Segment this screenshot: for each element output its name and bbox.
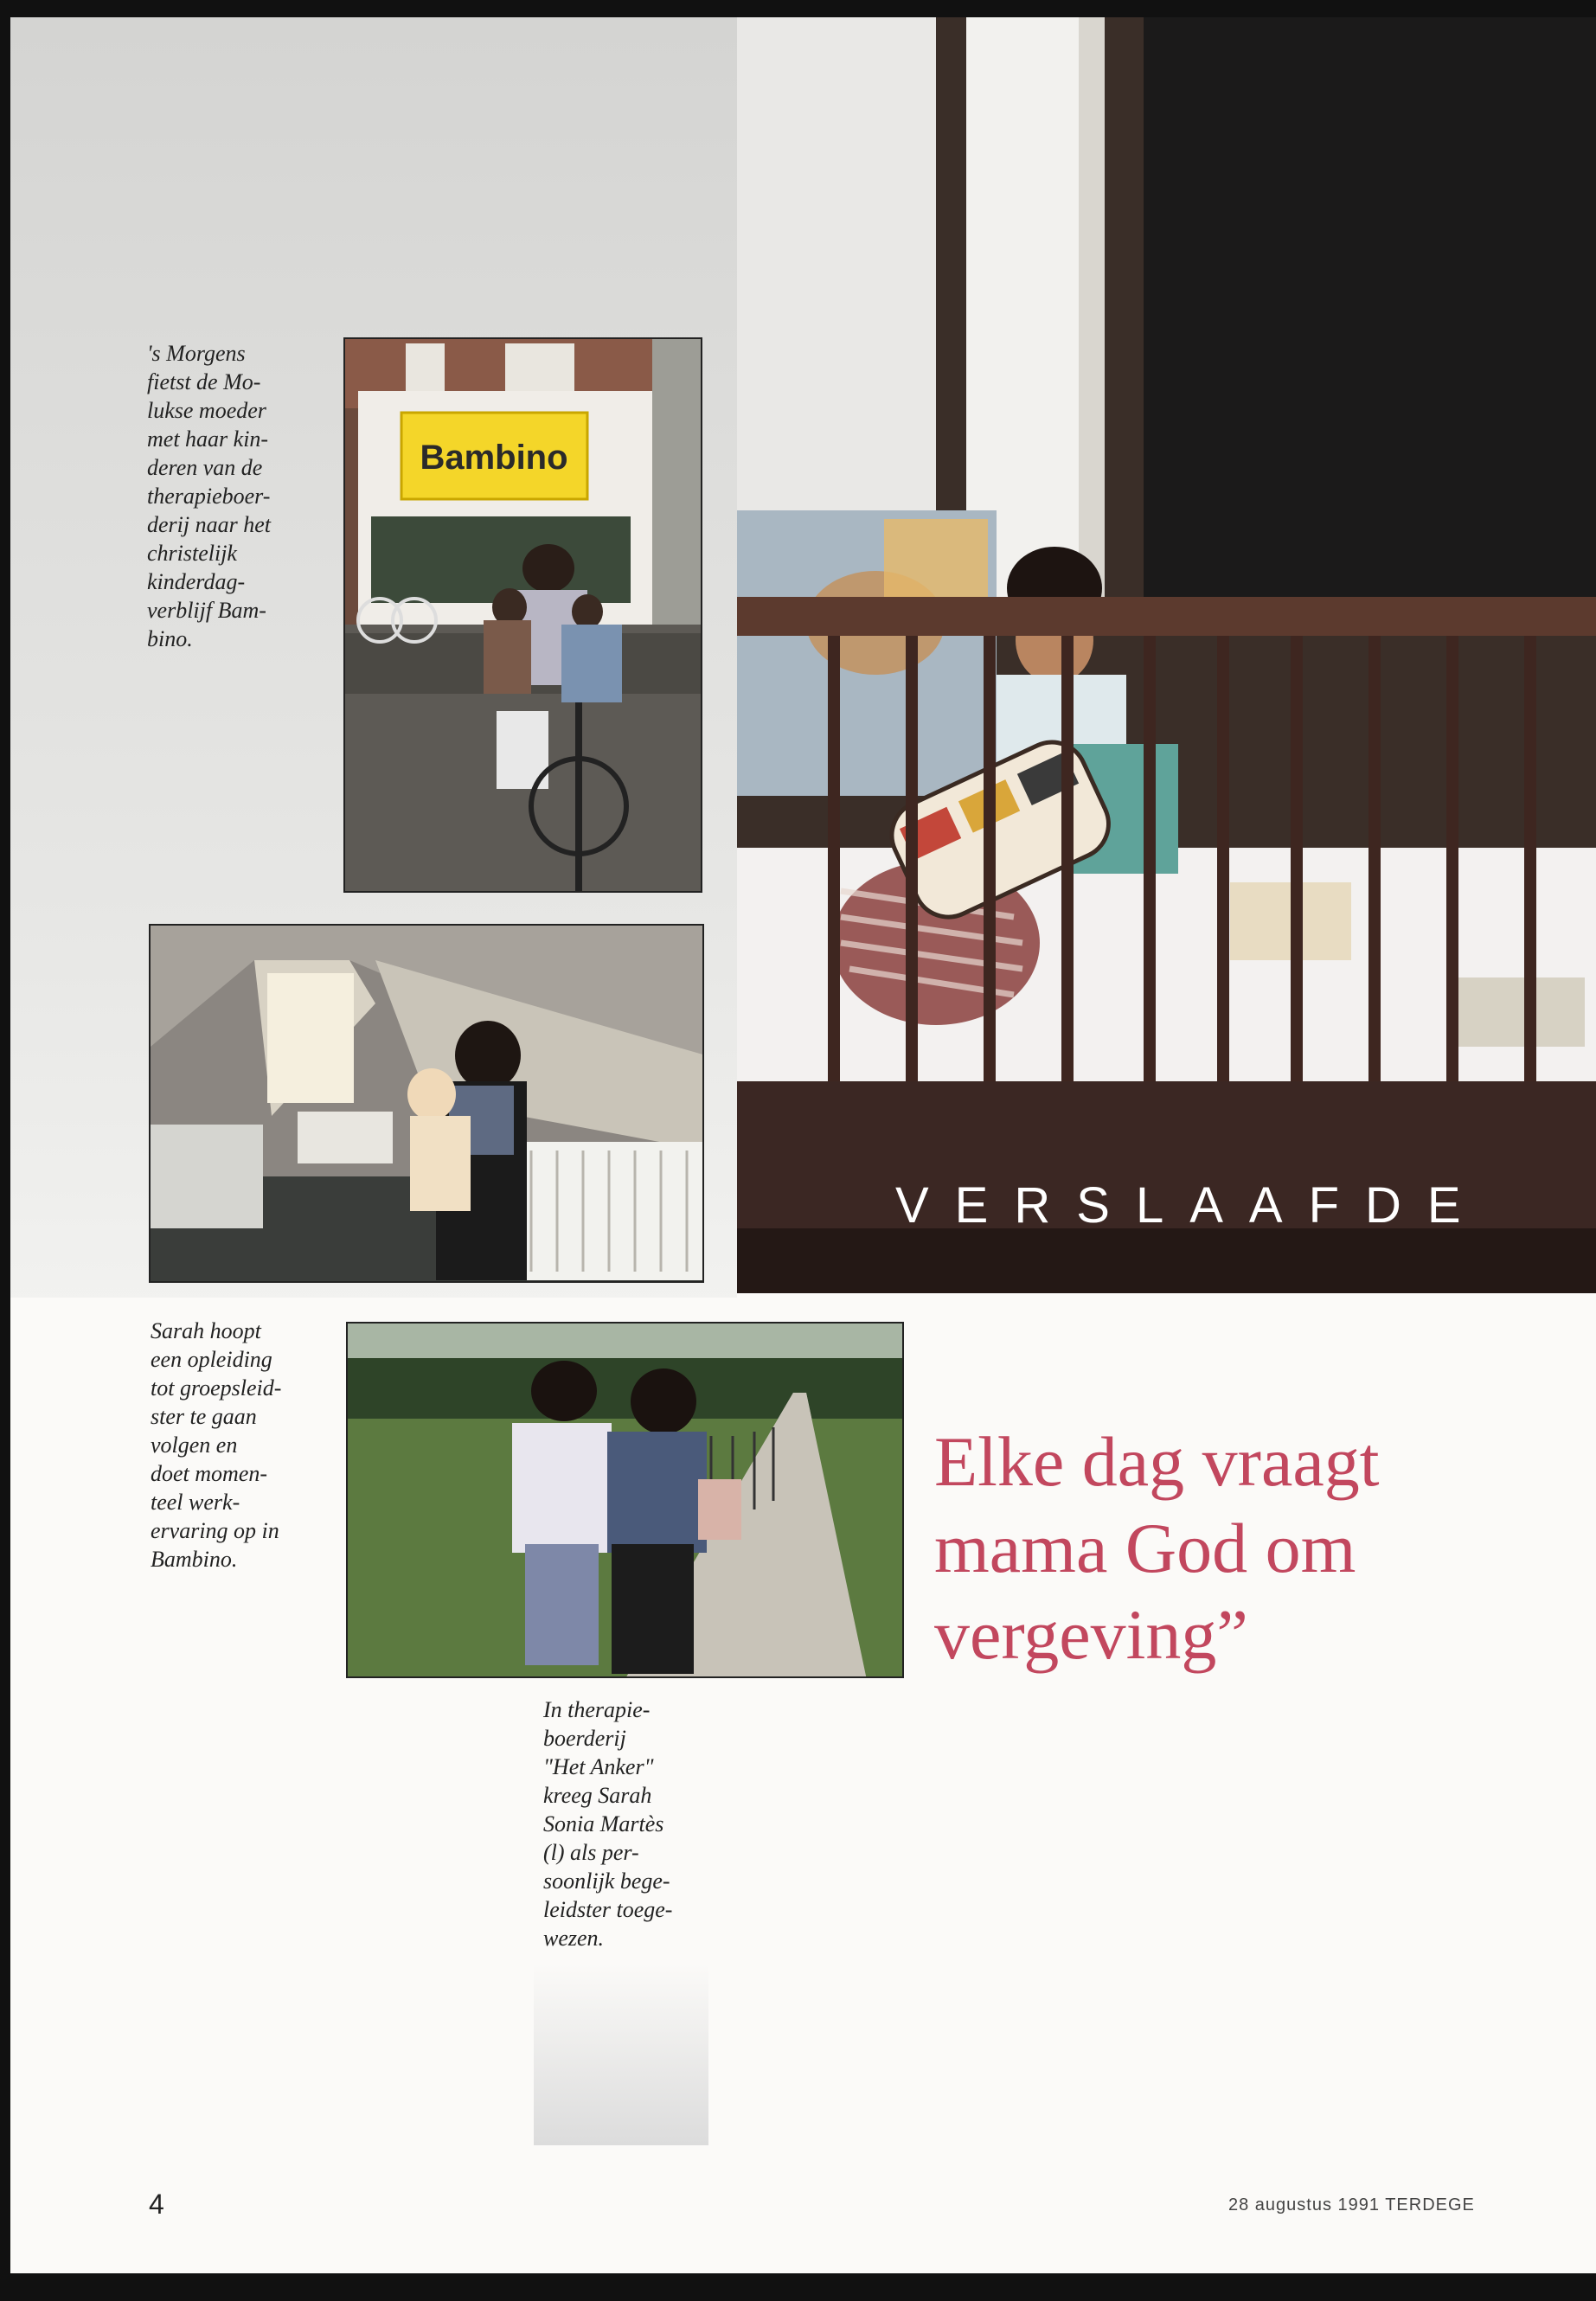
photo-nursery-illustration <box>151 926 704 1283</box>
caption-sarah: Sarah hoopt een opleiding tot groepsleid- ster te gaan volgen en doet momen- teel werk- ervaring op in Bambino. <box>151 1318 282 1572</box>
page-number: 4 <box>149 2189 164 2220</box>
photo-bicycle-bambino <box>343 337 702 893</box>
photo-nursery-room <box>149 924 704 1283</box>
headline: Elke dag vraagt mama God om vergeving” <box>934 1422 1380 1674</box>
shop-sign-text: Bambino <box>420 439 568 477</box>
caption-het-anker: In therapie- boerderij "Het Anker" kreeg Sarah Sonia Martès (l) als per- soonlijk bege- leidster toege- wezen. <box>543 1697 673 1951</box>
caption-bicycle: 's Morgens fietst de Mo- lukse moeder met haar kin- deren van de therapieboer- derij naar het christelijk kinderdag- verblijf Bam- bino. <box>147 341 271 651</box>
photo-two-women-path <box>346 1322 904 1678</box>
scan-border-left <box>0 0 10 2301</box>
scan-border-bottom <box>0 2273 1596 2301</box>
photo-path-illustration <box>348 1324 904 1678</box>
footer-date-publication: 28 augustus 1991 TERDEGE <box>1228 2195 1475 2214</box>
photo-bicycle-illustration <box>345 339 702 893</box>
photo-crib-illustration <box>737 17 1596 1293</box>
overlay-title-word: VERSLAAFDE <box>895 1177 1487 1234</box>
grey-strip <box>534 1964 708 2145</box>
scan-border-top <box>0 0 1596 17</box>
photo-child-in-crib <box>737 17 1596 1293</box>
